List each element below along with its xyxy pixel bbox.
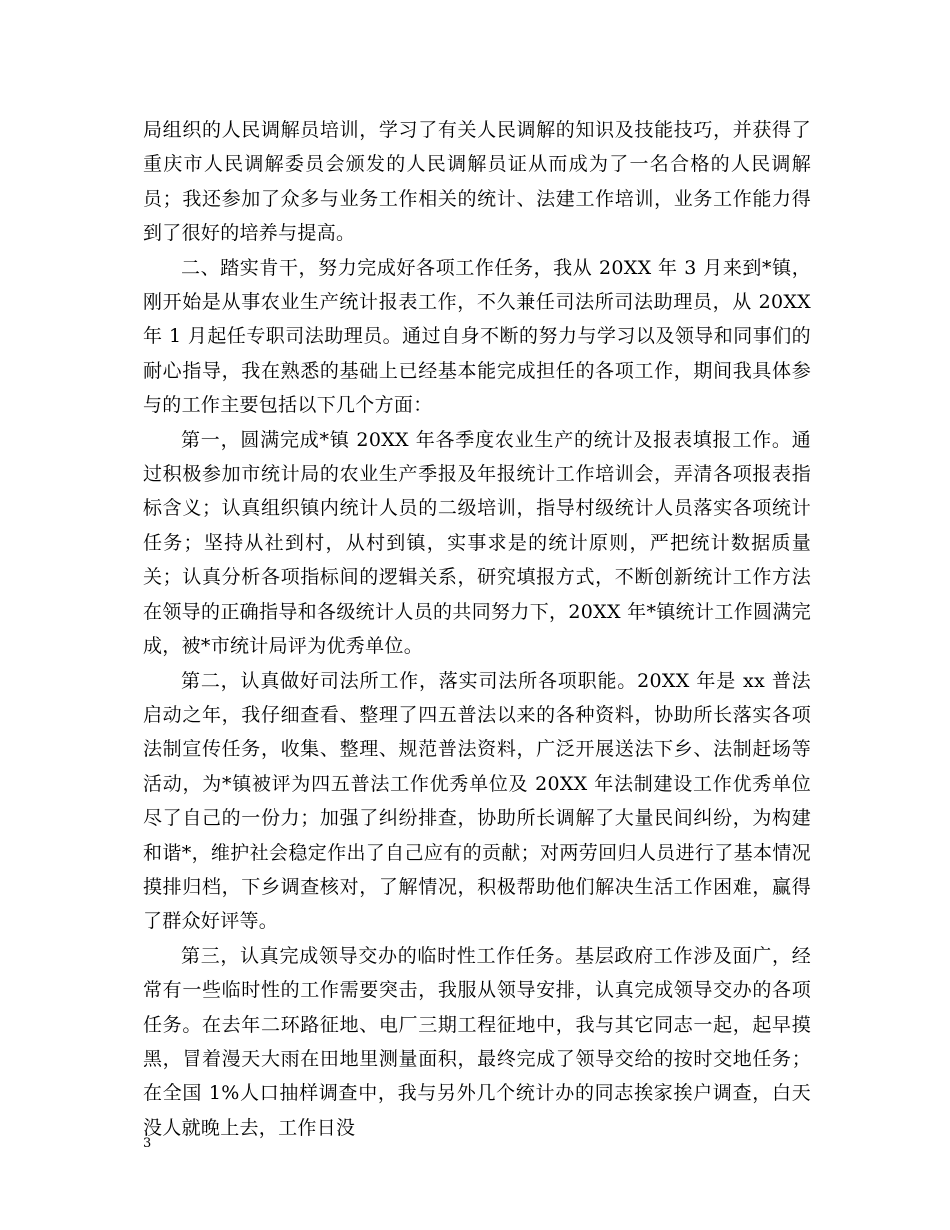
paragraph-2: 二、踏实肯干，努力完成好各项工作任务，我从 20XX 年 3 月来到*镇，刚开始是从事农业生产统计报表工作，不久兼任司法所司法助理员，从 20XX 年 1 月起任专职司法助理员。通过自身不断的努力与学习以及领导和同事们的耐心指导，我在熟悉的基础上已经基本能完成担任的各项工作，期间我具体参与的工作主要包括以下几个方面：	[143, 256, 811, 417]
document-body	[143, 113, 811, 1145]
paragraph-5: 第三，认真完成领导交办的临时性工作任务。基层政府工作涉及面广，经常有一些临时性的工作需要突击，我服从领导安排，认真完成领导交办的各项任务。在去年二环路征地、电厂三期工程征地中，我与其它同志一起，起早摸黑，冒着漫天大雨在田地里测量面积，最终完成了领导交给的按时交地任务；在全国 1%人口抽样调查中，我与另外几个统计办的同志挨家挨户调查，白天没人就晚上去，工作日没	[143, 944, 811, 1139]
paragraph-3: 第一，圆满完成*镇 20XX 年各季度农业生产的统计及报表填报工作。通过积极参加市统计局的农业生产季报及年报统计工作培训会，弄清各项报表指标含义；认真组织镇内统计人员的二级培训，指导村级统计人员落实各项统计任务；坚持从社到村，从村到镇，实事求是的统计原则，严把统计数据质量关；认真分析各项指标间的逻辑关系，研究填报方式，不断创新统计工作方法在领导的正确指导和各级统计人员的共同努力下，20XX 年*镇统计工作圆满完成，被*市统计局评为优秀单位。	[143, 428, 811, 658]
paragraph-1: 局组织的人民调解员培训，学习了有关人民调解的知识及技能技巧，并获得了重庆市人民调解委员会颁发的人民调解员证从而成为了一名合格的人民调解员；我还参加了众多与业务工作相关的统计、法建工作培训，业务工作能力得到了很好的培养与提高。	[143, 119, 811, 245]
paragraph-4: 第二，认真做好司法所工作，落实司法所各项职能。20XX 年是 xx 普法启动之年，我仔细查看、整理了四五普法以来的各种资料，协助所长落实各项法制宣传任务，收集、整理、规范普法资料，广泛开展送法下乡、法制赶场等活动，为*镇被评为四五普法工作优秀单位及 20XX 年法制建设工作优秀单位尽了自己的一份力；加强了纠纷排查，协助所长调解了大量民间纠纷，为构建和谐*，维护社会稳定作出了自己应有的贡献；对两劳回归人员进行了基本情况摸排归档，下乡调查核对，了解情况，积极帮助他们解决生活工作困难，赢得了群众好评等。	[143, 669, 811, 933]
page-number: 3	[143, 1136, 152, 1151]
